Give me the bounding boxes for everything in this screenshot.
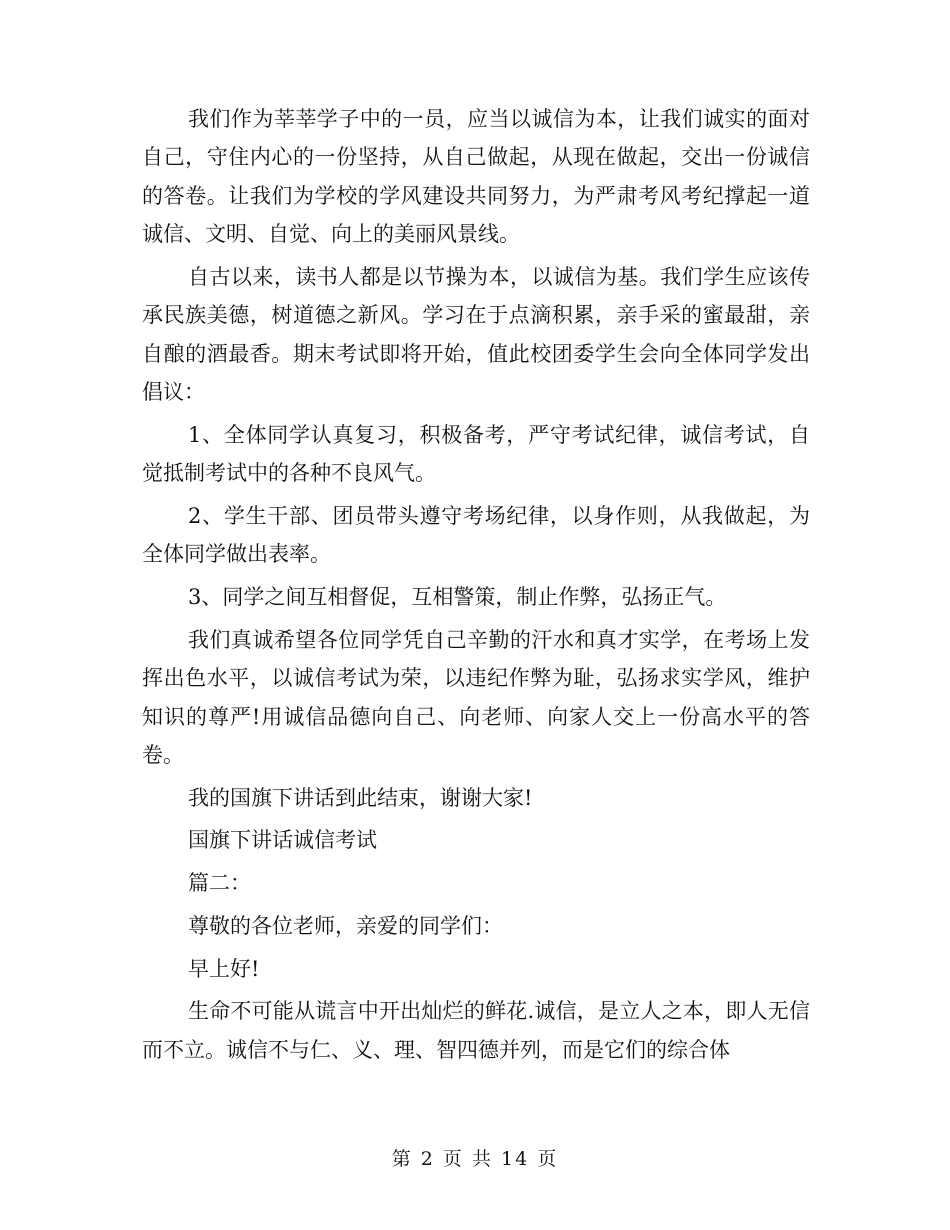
paragraph-9: 篇二： xyxy=(188,871,251,896)
paragraph-6: 我们真诚希望各位同学凭自己辛勤的汗水和真才实学，在考场上发挥出色水平，以诚信考试为荣，以违纪作弊为耻，弘扬求实学风，维护知识的尊严!用诚信品德向自己、向老师、向家人交上一份高水平的答卷。 xyxy=(142,627,810,767)
paragraph-12: 生命不可能从谎言中开出灿烂的鲜花.诚信，是立人之本，即人无信而不立。诚信不与仁、义、理、智四德并列，而是它们的综合体 xyxy=(142,999,810,1062)
paragraph-4: 2、学生干部、团员带头遵守考场纪律，以身作则，从我做起，为全体同学做出表率。 xyxy=(142,503,810,567)
paragraph-5: 3、同学之间互相督促，互相警策，制止作弊，弘扬正气。 xyxy=(188,585,727,610)
paragraph-10: 尊敬的各位老师，亲爱的同学们： xyxy=(188,913,503,938)
paragraph-1: 我们作为莘莘学子中的一员，应当以诚信为本，让我们诚实的面对自己，守住内心的一份坚持，从自己做起，从现在做起，交出一份诚信的答卷。让我们为学校的学风建设共同努力，为严肃考风考纪撑起一道诚信、文明、自觉、向上的美丽风景线。 xyxy=(142,107,810,247)
paragraph-3: 1、全体同学认真复习，积极备考，严守考试纪律，诚信考试，自觉抵制考试中的各种不良风气。 xyxy=(142,422,810,486)
paragraph-2: 自古以来，读书人都是以节操为本，以诚信为基。我们学生应该传承民族美德，树道德之新风。学习在于点滴积累，亲手采的蜜最甜，亲自酿的酒最香。期末考试即将开始，值此校团委学生会向全体同学发出倡议： xyxy=(142,264,810,405)
paragraph-8: 国旗下讲话诚信考试 xyxy=(188,828,377,853)
page-number-footer: 第 2 页 共 14 页 xyxy=(391,1148,559,1170)
paragraph-11: 早上好! xyxy=(188,956,260,981)
paragraph-7: 我的国旗下讲话到此结束，谢谢大家! xyxy=(188,785,533,810)
document-body xyxy=(142,100,810,1069)
